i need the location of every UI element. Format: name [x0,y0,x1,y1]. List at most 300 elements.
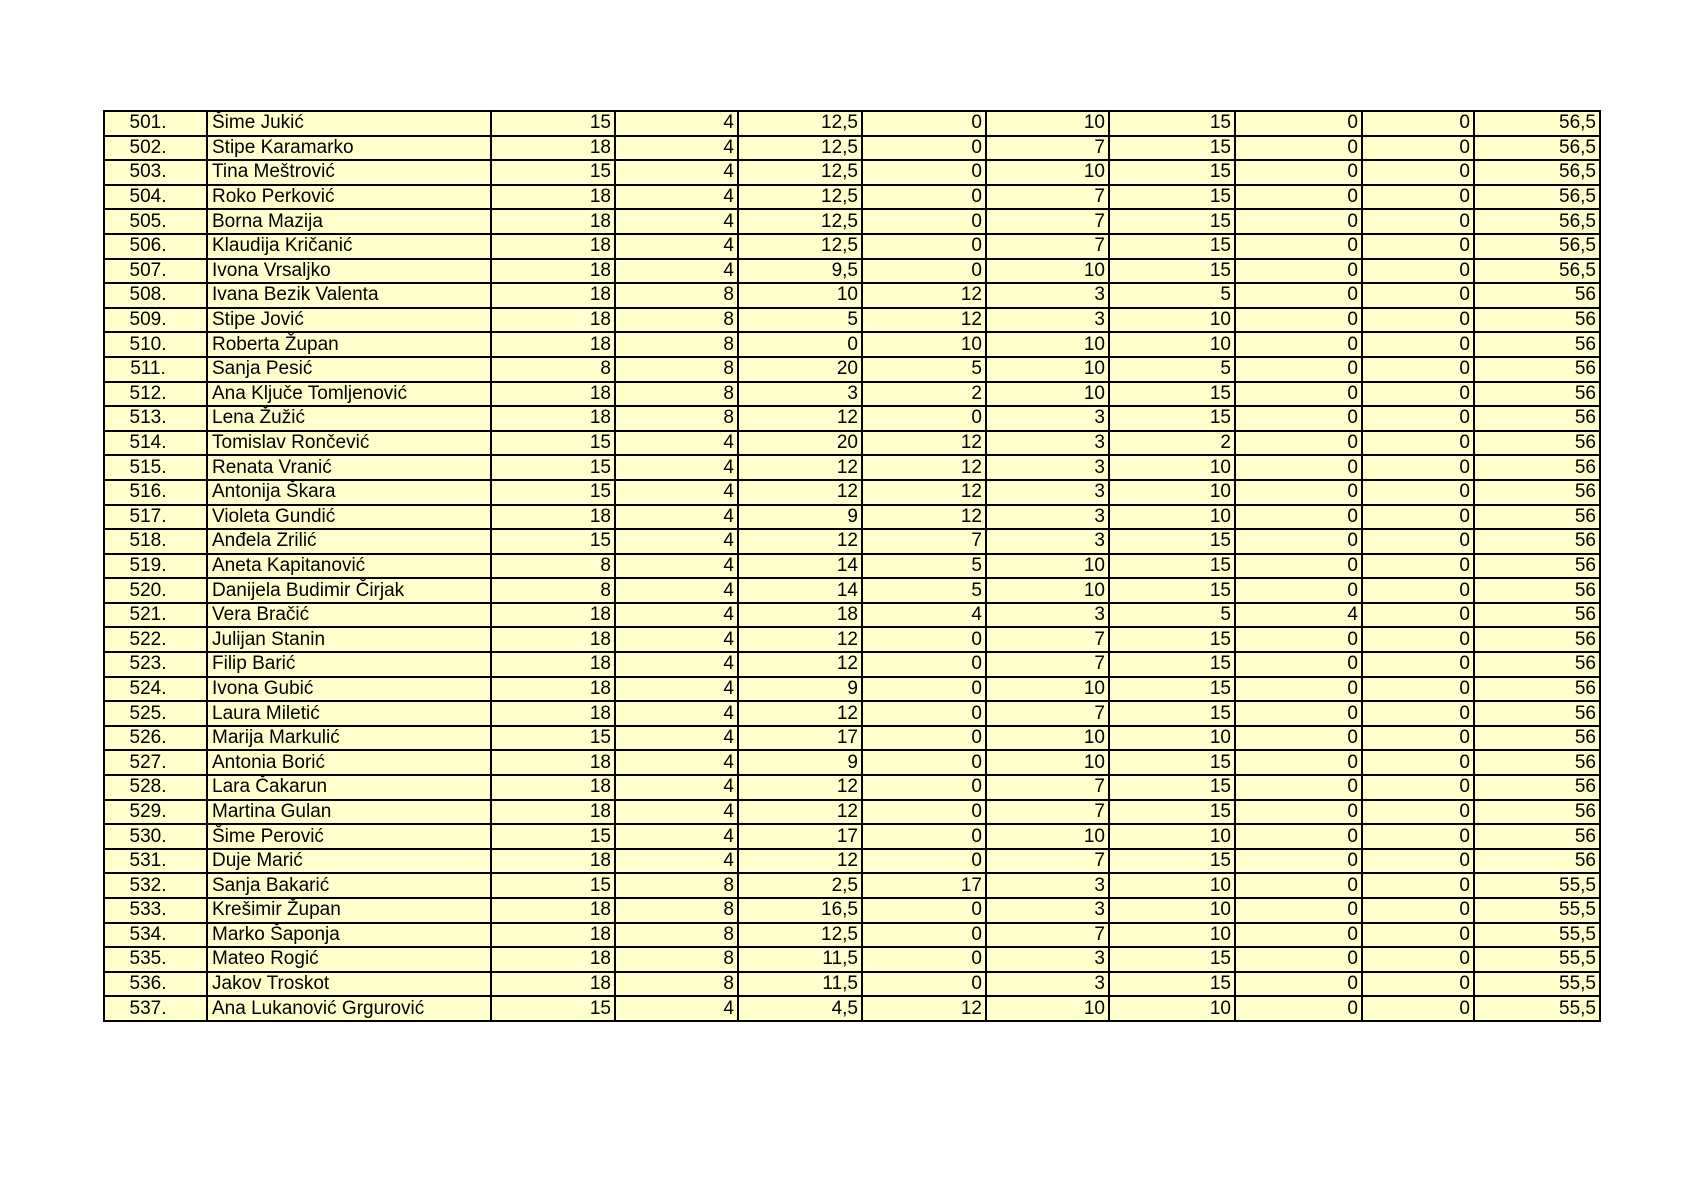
score-col-2-cell: 8 [615,406,738,431]
table-row [104,701,1600,726]
total-cell: 56 [1474,283,1600,308]
score-col-3-cell: 11,5 [738,972,862,997]
score-col-1-cell: 18 [491,406,615,431]
score-col-7-cell: 0 [1235,775,1362,800]
total-cell: 56 [1474,406,1600,431]
score-col-8-cell: 0 [1362,996,1474,1021]
table-row [104,357,1600,382]
total-cell: 56 [1474,529,1600,554]
score-col-1-cell: 18 [491,923,615,948]
score-col-5-cell: 7 [986,923,1109,948]
score-col-8-cell: 0 [1362,750,1474,775]
table-row [104,160,1600,185]
score-col-5-cell: 3 [986,431,1109,456]
score-col-8-cell: 0 [1362,726,1474,751]
score-col-6-cell: 15 [1109,947,1235,972]
score-col-5-cell: 10 [986,554,1109,579]
name-cell: Lena Žužić [207,406,491,431]
score-col-5-cell: 3 [986,455,1109,480]
score-col-6-cell: 10 [1109,726,1235,751]
score-col-7-cell: 0 [1235,259,1362,284]
score-col-5-cell: 3 [986,972,1109,997]
table-row [104,529,1600,554]
rank-cell: 517. [104,505,207,530]
score-col-4-cell: 12 [862,431,986,456]
score-col-4-cell: 4 [862,603,986,628]
name-cell: Krešimir Župan [207,898,491,923]
rank-cell: 536. [104,972,207,997]
total-cell: 56 [1474,775,1600,800]
rank-cell: 537. [104,996,207,1021]
score-col-1-cell: 15 [491,726,615,751]
score-col-8-cell: 0 [1362,972,1474,997]
table-row [104,406,1600,431]
score-col-4-cell: 5 [862,578,986,603]
total-cell: 56 [1474,308,1600,333]
score-col-1-cell: 15 [491,996,615,1021]
score-col-2-cell: 8 [615,873,738,898]
score-col-5-cell: 7 [986,185,1109,210]
score-col-4-cell: 5 [862,357,986,382]
score-col-2-cell: 8 [615,357,738,382]
score-col-4-cell: 12 [862,996,986,1021]
rank-cell: 520. [104,578,207,603]
score-col-3-cell: 12,5 [738,160,862,185]
name-cell: Duje Marić [207,849,491,874]
score-col-7-cell: 0 [1235,701,1362,726]
score-col-6-cell: 5 [1109,357,1235,382]
name-cell: Klaudija Kričanić [207,234,491,259]
name-cell: Tina Meštrović [207,160,491,185]
table-row [104,505,1600,530]
score-col-6-cell: 10 [1109,505,1235,530]
total-cell: 56 [1474,578,1600,603]
rank-cell: 510. [104,332,207,357]
name-cell: Danijela Budimir Čirjak [207,578,491,603]
score-col-7-cell: 0 [1235,111,1362,136]
table-body [104,111,1600,1021]
score-col-5-cell: 7 [986,849,1109,874]
name-cell: Roko Perković [207,185,491,210]
score-col-8-cell: 0 [1362,160,1474,185]
score-col-6-cell: 15 [1109,750,1235,775]
score-col-3-cell: 9 [738,750,862,775]
score-col-8-cell: 0 [1362,775,1474,800]
score-col-4-cell: 0 [862,259,986,284]
score-col-7-cell: 0 [1235,505,1362,530]
table-row [104,578,1600,603]
score-col-3-cell: 12 [738,406,862,431]
score-col-3-cell: 10 [738,283,862,308]
score-col-1-cell: 18 [491,603,615,628]
name-cell: Stipe Jović [207,308,491,333]
score-col-7-cell: 0 [1235,800,1362,825]
total-cell: 56 [1474,849,1600,874]
total-cell: 56 [1474,726,1600,751]
name-cell: Sanja Pesić [207,357,491,382]
score-col-2-cell: 8 [615,283,738,308]
table-row [104,259,1600,284]
score-col-2-cell: 8 [615,332,738,357]
score-col-2-cell: 8 [615,923,738,948]
table-row [104,136,1600,161]
score-col-8-cell: 0 [1362,554,1474,579]
score-col-8-cell: 0 [1362,455,1474,480]
table-row [104,652,1600,677]
score-col-1-cell: 18 [491,652,615,677]
rank-cell: 507. [104,259,207,284]
score-col-5-cell: 3 [986,947,1109,972]
score-col-7-cell: 0 [1235,652,1362,677]
score-col-6-cell: 10 [1109,923,1235,948]
score-col-4-cell: 0 [862,947,986,972]
score-col-6-cell: 15 [1109,160,1235,185]
score-col-3-cell: 12 [738,652,862,677]
table-row [104,750,1600,775]
score-col-7-cell: 0 [1235,431,1362,456]
score-col-6-cell: 15 [1109,259,1235,284]
total-cell: 55,5 [1474,996,1600,1021]
rank-cell: 527. [104,750,207,775]
score-col-8-cell: 0 [1362,873,1474,898]
score-col-8-cell: 0 [1362,947,1474,972]
total-cell: 56 [1474,627,1600,652]
score-col-3-cell: 12,5 [738,136,862,161]
score-col-8-cell: 0 [1362,332,1474,357]
score-col-4-cell: 0 [862,209,986,234]
table-row [104,972,1600,997]
score-col-2-cell: 4 [615,824,738,849]
score-col-6-cell: 10 [1109,873,1235,898]
table-row [104,382,1600,407]
score-col-7-cell: 0 [1235,554,1362,579]
score-col-6-cell: 15 [1109,800,1235,825]
score-col-2-cell: 4 [615,505,738,530]
score-col-4-cell: 12 [862,308,986,333]
table-row [104,873,1600,898]
score-col-3-cell: 16,5 [738,898,862,923]
score-col-2-cell: 4 [615,652,738,677]
score-col-5-cell: 3 [986,308,1109,333]
score-col-7-cell: 0 [1235,234,1362,259]
score-col-5-cell: 3 [986,480,1109,505]
score-col-4-cell: 0 [862,406,986,431]
score-col-4-cell: 12 [862,283,986,308]
score-col-4-cell: 12 [862,480,986,505]
name-cell: Marija Markulić [207,726,491,751]
name-cell: Ana Ključe Tomljenović [207,382,491,407]
name-cell: Stipe Karamarko [207,136,491,161]
score-col-6-cell: 15 [1109,849,1235,874]
rank-cell: 501. [104,111,207,136]
score-col-3-cell: 20 [738,357,862,382]
score-col-6-cell: 2 [1109,431,1235,456]
score-col-3-cell: 20 [738,431,862,456]
score-col-3-cell: 9 [738,677,862,702]
score-col-4-cell: 2 [862,382,986,407]
score-col-4-cell: 0 [862,898,986,923]
score-col-4-cell: 0 [862,923,986,948]
name-cell: Renata Vranić [207,455,491,480]
score-col-3-cell: 17 [738,726,862,751]
score-col-8-cell: 0 [1362,406,1474,431]
rank-cell: 522. [104,627,207,652]
score-col-8-cell: 0 [1362,357,1474,382]
score-col-3-cell: 12 [738,800,862,825]
score-col-3-cell: 9 [738,505,862,530]
rank-cell: 529. [104,800,207,825]
score-col-3-cell: 18 [738,603,862,628]
score-col-1-cell: 15 [491,480,615,505]
score-col-5-cell: 3 [986,873,1109,898]
table-row [104,283,1600,308]
total-cell: 55,5 [1474,923,1600,948]
score-col-5-cell: 3 [986,898,1109,923]
rank-cell: 504. [104,185,207,210]
score-col-3-cell: 11,5 [738,947,862,972]
score-col-2-cell: 8 [615,308,738,333]
total-cell: 56 [1474,455,1600,480]
score-col-8-cell: 0 [1362,627,1474,652]
score-col-1-cell: 18 [491,259,615,284]
total-cell: 56,5 [1474,234,1600,259]
name-cell: Vera Bračić [207,603,491,628]
score-col-7-cell: 0 [1235,332,1362,357]
score-col-4-cell: 0 [862,726,986,751]
table-row [104,775,1600,800]
score-col-1-cell: 15 [491,824,615,849]
score-col-7-cell: 0 [1235,160,1362,185]
score-col-8-cell: 0 [1362,603,1474,628]
score-col-3-cell: 12,5 [738,209,862,234]
score-col-6-cell: 5 [1109,603,1235,628]
score-col-6-cell: 15 [1109,406,1235,431]
score-col-4-cell: 0 [862,627,986,652]
score-col-1-cell: 18 [491,947,615,972]
score-col-2-cell: 4 [615,209,738,234]
score-col-5-cell: 10 [986,677,1109,702]
score-col-6-cell: 5 [1109,283,1235,308]
score-col-8-cell: 0 [1362,800,1474,825]
score-col-3-cell: 12 [738,701,862,726]
score-col-1-cell: 15 [491,455,615,480]
score-col-3-cell: 14 [738,578,862,603]
rank-cell: 534. [104,923,207,948]
rank-cell: 516. [104,480,207,505]
score-col-1-cell: 18 [491,849,615,874]
name-cell: Julijan Stanin [207,627,491,652]
score-col-5-cell: 7 [986,775,1109,800]
score-col-1-cell: 8 [491,578,615,603]
score-col-2-cell: 4 [615,160,738,185]
score-col-2-cell: 4 [615,603,738,628]
score-col-2-cell: 4 [615,234,738,259]
score-col-2-cell: 4 [615,111,738,136]
score-col-3-cell: 14 [738,554,862,579]
score-col-3-cell: 2,5 [738,873,862,898]
table-row [104,898,1600,923]
total-cell: 56,5 [1474,259,1600,284]
score-col-2-cell: 4 [615,136,738,161]
score-col-6-cell: 15 [1109,529,1235,554]
score-col-6-cell: 10 [1109,308,1235,333]
score-col-7-cell: 4 [1235,603,1362,628]
table-row [104,947,1600,972]
table-row [104,234,1600,259]
score-col-5-cell: 3 [986,603,1109,628]
score-col-4-cell: 0 [862,800,986,825]
score-col-3-cell: 9,5 [738,259,862,284]
score-col-5-cell: 10 [986,111,1109,136]
table-row [104,849,1600,874]
table-row [104,603,1600,628]
score-col-5-cell: 7 [986,701,1109,726]
score-col-8-cell: 0 [1362,923,1474,948]
rank-cell: 503. [104,160,207,185]
table-row [104,480,1600,505]
score-col-5-cell: 7 [986,136,1109,161]
score-col-6-cell: 15 [1109,185,1235,210]
score-col-7-cell: 0 [1235,898,1362,923]
score-col-7-cell: 0 [1235,406,1362,431]
total-cell: 56 [1474,824,1600,849]
score-col-3-cell: 5 [738,308,862,333]
score-col-5-cell: 10 [986,824,1109,849]
score-col-4-cell: 0 [862,234,986,259]
name-cell: Antonija Škara [207,480,491,505]
total-cell: 56 [1474,677,1600,702]
score-col-1-cell: 18 [491,800,615,825]
score-col-4-cell: 5 [862,554,986,579]
score-col-2-cell: 4 [615,726,738,751]
score-col-4-cell: 10 [862,332,986,357]
name-cell: Jakov Troskot [207,972,491,997]
score-col-2-cell: 4 [615,480,738,505]
score-col-5-cell: 10 [986,578,1109,603]
score-col-8-cell: 0 [1362,701,1474,726]
score-col-6-cell: 15 [1109,111,1235,136]
table-row [104,332,1600,357]
score-col-7-cell: 0 [1235,283,1362,308]
score-col-7-cell: 0 [1235,972,1362,997]
score-col-1-cell: 18 [491,627,615,652]
score-col-4-cell: 17 [862,873,986,898]
table-row [104,800,1600,825]
score-col-1-cell: 18 [491,701,615,726]
score-col-3-cell: 12,5 [738,111,862,136]
score-col-8-cell: 0 [1362,209,1474,234]
score-col-6-cell: 15 [1109,136,1235,161]
rank-cell: 526. [104,726,207,751]
name-cell: Šime Jukić [207,111,491,136]
score-col-7-cell: 0 [1235,677,1362,702]
total-cell: 56,5 [1474,111,1600,136]
score-col-6-cell: 15 [1109,972,1235,997]
name-cell: Martina Gulan [207,800,491,825]
table-row [104,627,1600,652]
score-col-3-cell: 12,5 [738,234,862,259]
rank-cell: 506. [104,234,207,259]
rank-cell: 535. [104,947,207,972]
name-cell: Laura Miletić [207,701,491,726]
name-cell: Lara Čakarun [207,775,491,800]
score-col-2-cell: 4 [615,775,738,800]
total-cell: 56,5 [1474,160,1600,185]
score-col-7-cell: 0 [1235,996,1362,1021]
score-col-8-cell: 0 [1362,431,1474,456]
score-col-8-cell: 0 [1362,283,1474,308]
name-cell: Šime Perović [207,824,491,849]
score-col-8-cell: 0 [1362,824,1474,849]
rank-cell: 509. [104,308,207,333]
table-row [104,677,1600,702]
score-col-3-cell: 3 [738,382,862,407]
score-col-2-cell: 4 [615,750,738,775]
score-col-1-cell: 18 [491,898,615,923]
score-col-3-cell: 0 [738,332,862,357]
name-cell: Borna Mazija [207,209,491,234]
score-col-8-cell: 0 [1362,677,1474,702]
name-cell: Ivana Bezik Valenta [207,283,491,308]
score-col-1-cell: 18 [491,677,615,702]
name-cell: Ivona Vrsaljko [207,259,491,284]
total-cell: 56 [1474,431,1600,456]
score-col-5-cell: 10 [986,726,1109,751]
name-cell: Anđela Zrilić [207,529,491,554]
score-col-7-cell: 0 [1235,455,1362,480]
score-col-5-cell: 7 [986,209,1109,234]
score-col-5-cell: 10 [986,996,1109,1021]
score-col-4-cell: 0 [862,160,986,185]
score-col-8-cell: 0 [1362,480,1474,505]
score-col-3-cell: 12 [738,455,862,480]
score-col-1-cell: 18 [491,283,615,308]
rank-cell: 502. [104,136,207,161]
score-col-7-cell: 0 [1235,382,1362,407]
score-col-1-cell: 15 [491,431,615,456]
score-col-8-cell: 0 [1362,898,1474,923]
score-col-8-cell: 0 [1362,382,1474,407]
score-col-1-cell: 18 [491,775,615,800]
score-col-2-cell: 4 [615,185,738,210]
table-row [104,923,1600,948]
score-col-8-cell: 0 [1362,308,1474,333]
score-col-3-cell: 12 [738,627,862,652]
name-cell: Violeta Gundić [207,505,491,530]
rank-cell: 533. [104,898,207,923]
rank-cell: 511. [104,357,207,382]
score-col-3-cell: 12 [738,849,862,874]
score-col-8-cell: 0 [1362,259,1474,284]
score-col-6-cell: 10 [1109,480,1235,505]
rank-cell: 524. [104,677,207,702]
score-col-2-cell: 4 [615,800,738,825]
score-col-3-cell: 12 [738,775,862,800]
score-col-6-cell: 15 [1109,382,1235,407]
score-col-7-cell: 0 [1235,873,1362,898]
total-cell: 55,5 [1474,898,1600,923]
score-col-7-cell: 0 [1235,923,1362,948]
score-col-6-cell: 15 [1109,652,1235,677]
score-col-2-cell: 4 [615,431,738,456]
score-col-4-cell: 0 [862,111,986,136]
score-col-4-cell: 0 [862,849,986,874]
name-cell: Aneta Kapitanović [207,554,491,579]
score-col-1-cell: 8 [491,554,615,579]
rank-cell: 528. [104,775,207,800]
table-row [104,185,1600,210]
score-col-5-cell: 7 [986,652,1109,677]
